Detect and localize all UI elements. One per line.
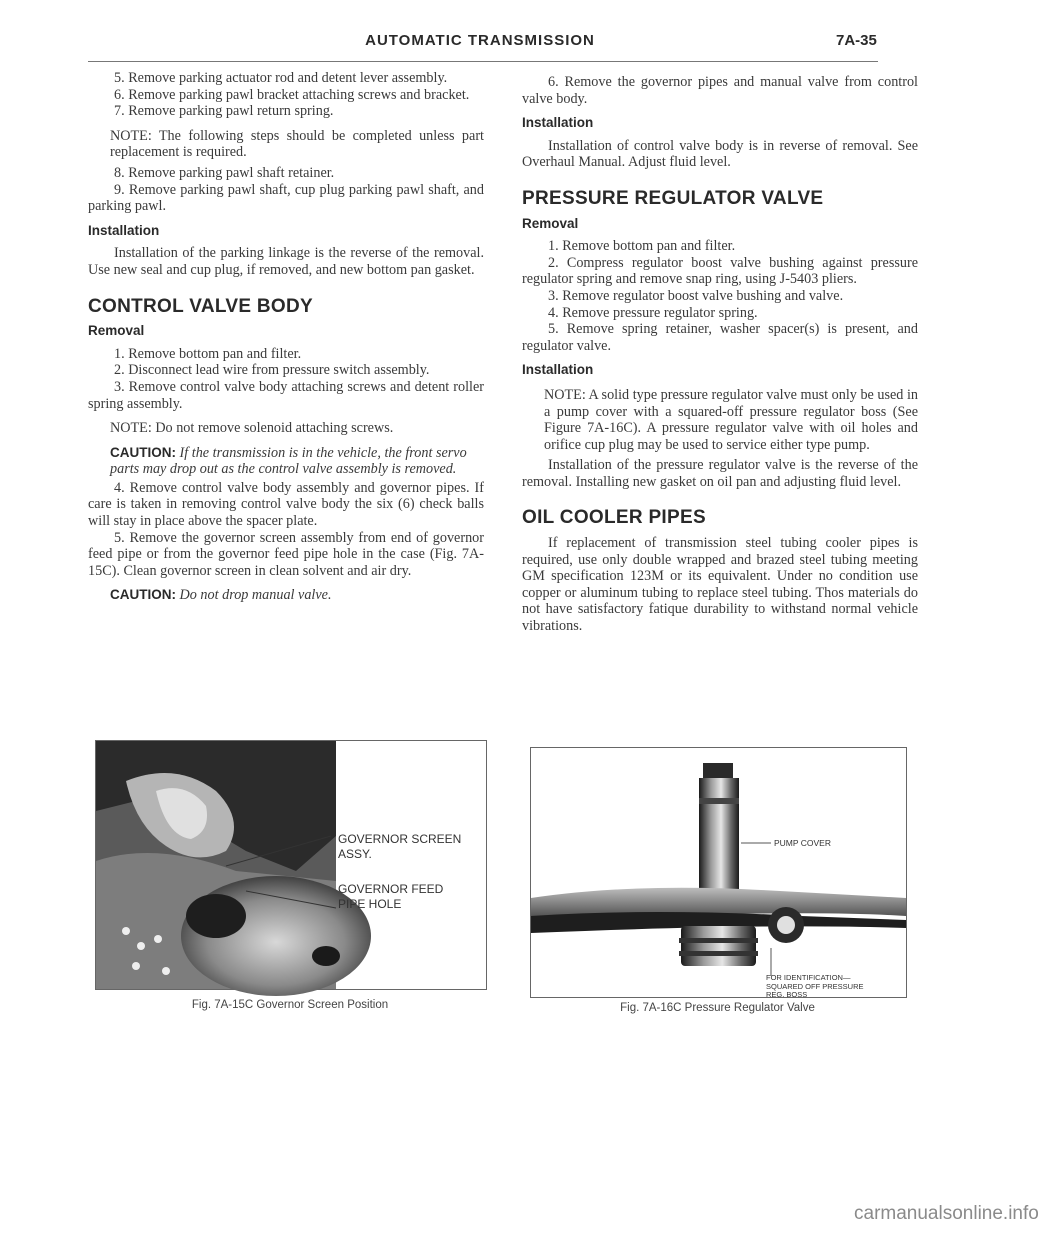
left-column — [88, 70, 484, 606]
cvb-step-4: 4. Remove control valve body assembly and governor pipes. If care is taken in removing control valve body the six (6) check balls will stay in place above the spacer plate. — [88, 479, 484, 530]
note-part-replacement-text: NOTE: The following steps should be completed unless part replacement is required. — [110, 127, 484, 161]
note-solid-valve-text: NOTE: A solid type pressure regulator valve must only be used in a pump cover with a squared-off pressure regulator boss (See Figure 7A-16C). A pressure regulator valve with oil holes and orifice cup plug may be used to service either type pump. — [544, 386, 918, 453]
label-governor-feed-line2: PIPE HOLE — [338, 897, 402, 911]
figure-pressure-regulator — [530, 747, 907, 998]
section-heading-oil-cooler-pipes: OIL COOLER PIPES — [522, 507, 706, 529]
page-number: 7A-35 — [836, 32, 877, 49]
cvb-step-1: 1. Remove bottom pan and filter. — [114, 345, 302, 362]
caution-manual-valve — [110, 587, 484, 604]
prv-step-4: 4. Remove pressure regulator spring. — [548, 304, 758, 321]
label-pump-cover: PUMP COVER — [774, 838, 831, 848]
note-solid-valve — [544, 387, 918, 453]
note-part-replacement — [110, 128, 484, 161]
removal-heading-control-valve: Removal — [88, 323, 145, 339]
governor-screen-photo — [96, 741, 486, 989]
right-column — [522, 74, 918, 635]
caution-label: CAUTION: — [110, 587, 176, 603]
figure-governor-screen — [95, 740, 487, 990]
watermark: carmanualsonline.info — [854, 1203, 1039, 1224]
label-identification-line2: SQUARED OFF PRESSURE — [766, 982, 864, 991]
cvb-step-6: 6. Remove the governor pipes and manual valve from control valve body. — [522, 74, 918, 107]
installation-heading-parking: Installation — [88, 222, 160, 238]
step-8-shaft-retainer: 8. Remove parking pawl shaft retainer. — [114, 164, 335, 181]
page-header-title: AUTOMATIC TRANSMISSION — [365, 32, 595, 49]
note-solenoid-text: NOTE: Do not remove solenoid attaching screws. — [110, 420, 394, 437]
removal-heading-pressure-regulator: Removal — [522, 215, 579, 231]
pressure-regulator-photo — [531, 748, 906, 997]
prv-step-1: 1. Remove bottom pan and filter. — [548, 238, 736, 255]
prv-step-3: 3. Remove regulator boost valve bushing and valve. — [548, 287, 844, 304]
caution-front-servo — [110, 445, 484, 478]
label-governor-screen-line1: GOVERNOR SCREEN — [338, 832, 462, 846]
header-rule — [88, 61, 878, 62]
cvb-step-2: 2. Disconnect lead wire from pressure switch assembly. — [114, 362, 430, 379]
figure-caption-pressure-regulator: Fig. 7A-16C Pressure Regulator Valve — [620, 1002, 815, 1014]
step-6-pawl-bracket: 6. Remove parking pawl bracket attaching screws and bracket. — [114, 86, 470, 103]
cvb-step-3: 3. Remove control valve body attaching screws and detent roller spring assembly. — [88, 378, 484, 412]
caution-manual-valve-text: Do not drop manual valve. — [179, 587, 332, 604]
label-identification-line3: REG. BOSS — [766, 990, 808, 999]
label-governor-feed-line1: GOVERNOR FEED — [338, 882, 444, 896]
oil-cooler-pipes-text: If replacement of transmission steel tubing cooler pipes is required, use only double wrapped and brazed steel tubing meeting GM specification 123M or its equivalent. Under no condition use copper or aluminum tubing to replace steel tubing. Thos materials do not have satisfactory fatique durability to withstand normal vehicle vibrations. — [522, 535, 918, 635]
installation-parking-text: Installation of the parking linkage is the reverse of the removal. Use new seal and cup plug, if removed, and new bottom pan gasket. — [88, 245, 484, 278]
cvb-step-5: 5. Remove the governor screen assembly from end of governor feed pipe or from the governor feed pipe hole in the case (Fig. 7A-15C). Clean governor screen in clean solvent and air dry. — [88, 529, 484, 579]
prv-step-5: 5. Remove spring retainer, washer spacer(s) is present, and regulator valve. — [522, 321, 918, 354]
installation-pressure-regulator-text: Installation of the pressure regulator valve is the reverse of the removal. Installing new gasket on oil pan and adjusting fluid level. — [522, 457, 918, 490]
step-7-return-spring: 7. Remove parking pawl return spring. — [114, 103, 334, 120]
step-9-pawl-shaft: 9. Remove parking pawl shaft, cup plug parking pawl shaft, and parking pawl. — [88, 181, 484, 215]
caution-front-servo-text: If the transmission is in the vehicle, the front servo parts may drop out as the control valve assembly is removed. — [110, 444, 467, 478]
note-solenoid — [110, 420, 484, 437]
label-governor-screen-line2: ASSY. — [338, 847, 372, 861]
installation-control-valve-text: Installation of control valve body is in reverse of removal. See Overhaul Manual. Adjust fluid level. — [522, 137, 918, 171]
prv-step-2: 2. Compress regulator boost valve bushing against pressure regulator spring and remove snap ring, using J-5403 pliers. — [522, 254, 918, 288]
label-identification-line1: FOR IDENTIFICATION— — [766, 973, 851, 982]
section-heading-control-valve-body: CONTROL VALVE BODY — [88, 295, 313, 317]
section-heading-pressure-regulator: PRESSURE REGULATOR VALVE — [522, 187, 824, 209]
installation-heading-pressure-regulator: Installation — [522, 362, 594, 378]
caution-label: CAUTION: — [110, 444, 176, 460]
figure-caption-governor-screen: Fig. 7A-15C Governor Screen Position — [191, 999, 389, 1011]
installation-heading-control-valve: Installation — [522, 115, 594, 131]
step-5-parking-actuator: 5. Remove parking actuator rod and detent lever assembly. — [114, 70, 448, 86]
